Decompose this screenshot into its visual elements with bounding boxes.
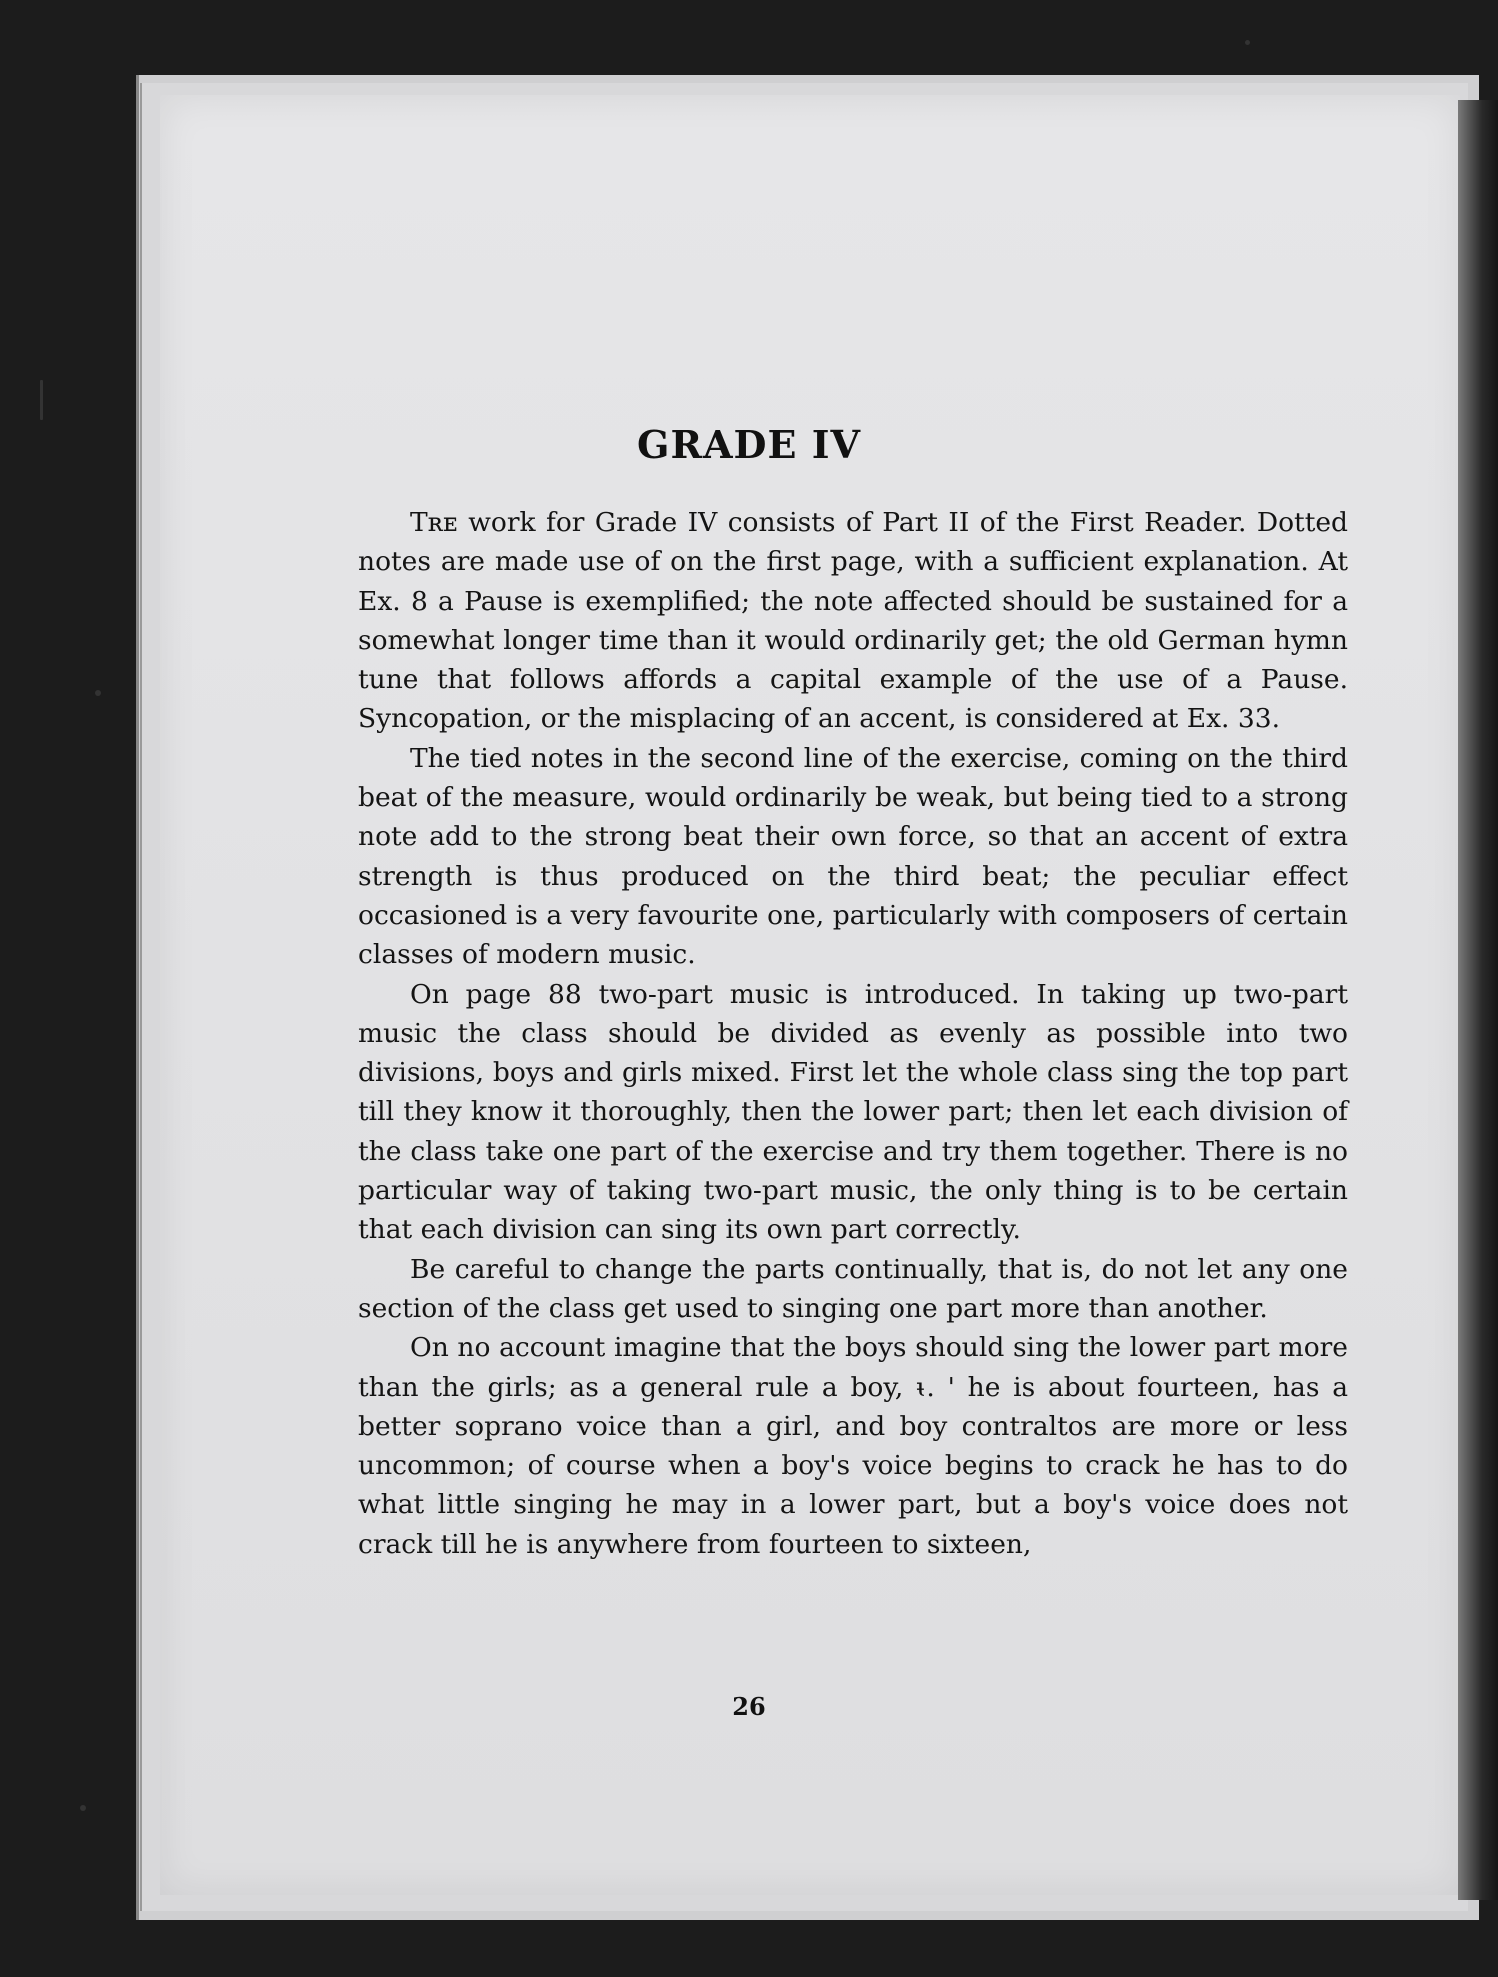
page-number: 26: [732, 1692, 766, 1721]
body-text: [358, 503, 1348, 1564]
paragraph: On page 88 two-part music is introduced. In taking up two-part music the class should be divided as evenly as possible into two divisions, boys and girls mixed. First let the whole class sing the top part till they know it thoroughly, then the lower part; then let each division of the class take one part of the exercise and try them together. There is no particular way of taking two-part music, the only thing is to be certain that each division can sing its own part correctly.: [358, 978, 1348, 1246]
paragraph: Tʀᴇ work for Grade IV consists of Part II of the First Reader. Dotted notes are made use of on the first page, with a sufficient explanation. At Ex. 8 a Pause is exemplified; the note affected should be sustained for a somewhat longer time than it would ordinarily get; the old German hymn tune that follows affords a capital example of the use of a Pause. Syncopation, or the misplacing of an accent, is considered at Ex. 33.: [358, 507, 1348, 735]
scan-speck: [40, 380, 43, 420]
scan-speck: [1245, 40, 1250, 45]
scan-speck: [95, 690, 101, 696]
binding-shadow: [1458, 100, 1498, 1900]
paragraph: The tied notes in the second line of the exercise, coming on the third beat of the measure, would ordinarily be weak, but being tied to a strong note add to the strong beat their own force, so that an accent of extra strength is thus produced on the third beat; the peculiar effect occasioned is a very favourite one, particularly with composers of certain classes of modern music.: [358, 742, 1348, 971]
page-heading: GRADE IV: [637, 422, 861, 467]
scan-speck: [80, 1805, 86, 1811]
paragraph: On no account imagine that the boys should sing the lower part more than the girls; as a general rule a boy, ᵼ. ' he is about fourteen, has a better soprano voice than a girl, and boy contraltos are more or less uncommon; of course when a boy's voice begins to crack he has to do what little singing he may in a lower part, but a boy's voice does not crack till he is anywhere from fourteen to sixteen,: [358, 1332, 1348, 1560]
paragraph: Be careful to change the parts continually, that is, do not let any one section of the class get used to singing one part more than another.: [358, 1253, 1348, 1324]
